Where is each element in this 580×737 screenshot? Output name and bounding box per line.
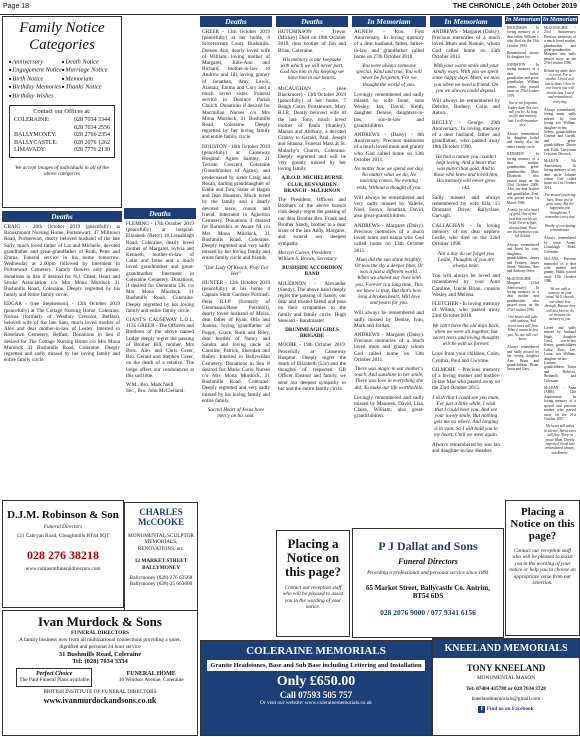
ad-website: www.ivanmurdockandsons.co.uk bbox=[43, 696, 157, 706]
placing-notice-title: Placing a Notice on this page? bbox=[510, 506, 575, 542]
ad-name: TONY KNEELAND bbox=[466, 663, 546, 673]
notice-paragraph: CRAIG - 20th October 2019 (peacefully) at Brookmount Nursing Home, Portstewart. 47 Milltown Road, Portstewart, dearly beloved husband of the late Sally, much loved father of Liz and Michelle, devoted grandfather and great-grandfather of Ruth, Peter and Emma. Funeral service in his home tomorrow. Wednesday at 2.00pm followed by interment in Portstewart Cemetery. Family flowers only please, donations in lieu if desired for N.I. Chest, Heart and Stroke Association c/o Mrs Mona Murdock 31 Bushmills Road, Coleraine. Deeply regretted by his family and entire family circle. bbox=[4, 224, 120, 299]
notice-paragraph: HOUSTON - 16th October 2019 (peacefully) at Causeway Hospital. Agnes Sammy, 21 Torcain Crescent, Coleraine (Grandmother of Agnes), and predeceased by sister Craig and Rosan, darling granddaughter of Eddie and Tom, Sister of Hagan and Jean Houston. Much loved by the family and a dearly devoted niece, cousin and friend. Interment in Agherton Cemetery. Donations if desired for Barnardo's or Aware NI c/o Mrs Mona Murdock, 31 Bushmills Road, Coleraine. Deeply regretted and very sadly missed by her loving family and entire family circle and friends. bbox=[202, 143, 270, 262]
notice-paragraph: McCANE - Precious memories of a dear wife, mother and granny, Hilda, passed away 17th October 1986. bbox=[544, 257, 576, 284]
notice-paragraph: EDGAR - (nee Stephenson) - 12th October 2019 (peacefully) at The Cottage Nursing Home, Coleraine. Norma (formerly of Westbay Crescent, Belfast), beloved wife of the late Sam, much loved mother of Alex and dear mother-in-law of Lesley. Interred in Roselawn Cemetery, Belfast. Donations in lieu if desired for The Cottage Nursing Home c/o Mrs Mona Murdock 31 Bushmills Road, Coleraine. Deeply regretted and sadly missed by her loving family and entire family circle. bbox=[4, 301, 120, 364]
notice-paragraph: KENNEDY - In loving memory of a dear mother, grandmother, great-grandmother, Mary Elizabeth, who passed away on the 23rd October 2008. Also, our dear brother and grandfather, Fred, who passed away 1st March 1969. bbox=[507, 152, 539, 205]
memoriam-header: In Memoriam bbox=[542, 17, 578, 23]
notice-paragraph: ANDREWS - Margaret (Daisy). Precious memories of a much loved Mum and Nannie, whom God called home on 13th October 2011. bbox=[432, 29, 500, 60]
funeral-home-address: 16 Windsor Avenue, Coleraine bbox=[118, 677, 184, 684]
notice-verse: We can't have the old days back, when we were all together, but secret tears and loving thoughts will be with us forever. bbox=[432, 322, 500, 348]
ad-subtitle: Funeral Directors bbox=[43, 524, 83, 530]
notice-paragraph: Will always be remembered by Deirdre, Rodney, Colin and Aaron. bbox=[432, 98, 500, 117]
ad-address: 31 Bushmills Road, Coleraine bbox=[58, 651, 142, 659]
facebook-link[interactable] bbox=[433, 706, 579, 713]
notice-paragraph: Love from your children, Colin, Cynthia, Paul and Gwynne. bbox=[432, 351, 500, 364]
column-7 bbox=[505, 16, 541, 496]
notice-quote: "Our Lady Of Knock, Pray For Her" bbox=[203, 264, 269, 277]
notice-paragraph: Always remembered by niece Annie. Lisnablagh Road, Coleraine. bbox=[544, 236, 576, 254]
notice-paragraph: McGONAGHIE - 23rd Anniversary. Precious memories of a much loved mother, grandmother and great-grandmother, Margaret who sadly passed away on the 27th October 1996. bbox=[544, 26, 576, 66]
badge-text: The Paid Funeral Plans available bbox=[19, 677, 90, 684]
notice-paragraph: Always remembered by daughter Isobel and family, also the entire family circle. bbox=[507, 131, 539, 149]
ad-tagline: Granite Headstones, Base and Sub Base including Lettering and Installation bbox=[207, 660, 425, 671]
perfect-choice-badge bbox=[16, 668, 92, 686]
category: ■ Death Notice bbox=[62, 58, 115, 66]
ad-website: www.robinsonfuneraldirectors.com bbox=[25, 565, 101, 572]
category: ■ Engagement Notice bbox=[9, 66, 62, 74]
ad-phone: Ballymoney (028) 276 63568 Ballymoney (028) 25 663600 bbox=[129, 575, 193, 588]
notice-paragraph: AGNEW - Ron. First Anniversary. In loving memory of a dear husband, father, father-in-law and grandfather called home on 27th October 2018. bbox=[354, 29, 424, 60]
placing-notice-text: Contact our reception staff who will be pleased to assist you in the wording of your notice. bbox=[282, 585, 344, 611]
pj-dallat-ad bbox=[352, 528, 504, 638]
notice-verse: Behind my smile there is a tear, For a mother I loved and lost so dear, Close in our hearts you will always stay, Loved and remembered every day. bbox=[544, 68, 576, 104]
kneeland-memorials-ad bbox=[432, 638, 580, 736]
ad-title: COLERAINE MEMORIALS bbox=[246, 645, 386, 657]
charles-mccooke-ad bbox=[124, 502, 198, 624]
office-phone: 028 2766 2354 bbox=[74, 132, 110, 139]
notice-verse: With your warm smile and your kindly ways. With you we spent some happy days. Mum, we miss you when we need a friend. On you we always could depend. bbox=[432, 63, 500, 94]
notice-text bbox=[124, 219, 196, 394]
ad-association: BRITISH INSTITUTE OF FUNERAL DIRECTORS bbox=[43, 688, 157, 695]
page-header bbox=[0, 0, 580, 15]
categories-list bbox=[3, 58, 121, 100]
ad-phone: Tel: 07484 435788 or 028 7034 3728 bbox=[466, 686, 546, 693]
deaths-header: Deaths bbox=[200, 16, 272, 27]
office-phone: 028 7776 2130 bbox=[74, 147, 110, 154]
notice-paragraph: The President, Officers and Brothers of the above branch club deeply regret the passing of our dear Brother Bro. Frank and Brother Sandy, brother to a dear sister of the late Andy, Margaret, and extend our deepest sympathy. bbox=[278, 197, 346, 247]
notice-paragraph: FLEMING - 17th October 2019 (peacefully) at hospital. Elizabeth (Betty) 16 Lisnablagh Road, Coleraine, dearly loved mother of Margaret, Sylvia and Kenneth, mother-in-law of Colin and Irene and a much loved grandmother and great-grandmother. Interment in Coleraine Cemetery. Donations, if desired for Dementia UK c/o Mrs Mona Murdock, 31 Bushmills Road, Coleraine. Deeply regretted by her loving family and entire family circle. bbox=[126, 221, 194, 314]
notice-quote: Sacred Heart of Jesus have mercy on his soul. bbox=[207, 406, 265, 420]
notice-verse: A smile for all a heart of gold. One of the best this world can hold, Never selfish, always kind, These are the memories you left behind. bbox=[507, 208, 539, 239]
ad-title: P J Dallat and Sons bbox=[378, 539, 478, 553]
notice-paragraph: HUTCHINSON - Trevor (Mickey) Died on 19th October 2019, dear brother of Jim and Brian, Coleraine. bbox=[278, 29, 346, 54]
contact-title: Contact our Offices at: bbox=[33, 108, 91, 116]
column-2 bbox=[124, 208, 196, 498]
notice-paragraph: GREER - 13th October 2019 (peacefully) at her home, 8 Silverstream Court, Bushmills. Doreen Ann, dearly loved wife of William, loving mother of Margaret, Julie-Ann and Richard, mother-in-law to Andrew and Jill, loving granny of Jonathan, Amy, Lewis, Alastair, Emma and Cory and a much loved sister. Funeral service in Dunluce Parish Church. Donations if desired for Macmillan Nurses c/o Mrs Mona Murdock, 31 Bushmills Road, Coleraine. Deeply regretted by her loving family and entire family circle. bbox=[202, 29, 270, 141]
notice-text bbox=[430, 27, 502, 454]
ad-phone: 028 276 38218 bbox=[27, 547, 99, 562]
funeral-home-label: FUNERAL HOME bbox=[126, 671, 176, 678]
notice-paragraph: Loved and sadly missed by husband Hugh, daughter Carol, son-in-law Kenny, grandchildren Cathy, Ross, Lee, Laura, son William, daughter-in-law Laverne, grandchildren Tanya and Rebecca, Bushmills and Coleraine. bbox=[544, 325, 576, 383]
notice-paragraph: McLEAN - 5th Anniversary. In loving memory of my dear uncle Johnnie whom God called home on 21st October 2014. bbox=[544, 159, 576, 190]
categories-footer: We accept images of individuals in all of the above categories bbox=[15, 164, 109, 178]
notice-verse: No matter how we spend our day, No matter what we do, No morning comes, No evening ends, Without a thought of you. bbox=[354, 166, 424, 191]
notice-verse: You were always someone special, Kind and true, You will never be forgotten, For we thought the world of you. bbox=[356, 63, 422, 88]
ivan-murdock-ad bbox=[2, 610, 198, 736]
notice-verse: We are only a memory on your mind. We'll cherish our whole love through, But our love will last forever, As we treasure the memory of you. bbox=[544, 286, 576, 322]
notice-text bbox=[276, 27, 348, 392]
notice-paragraph: GIANT'S CAUSEWAY L.O.L. 1135 GREER - The Officers and Brethren of the above named Lodge deeply regret the passing of Brother Bill, mother, Mrs Bros. Alex and Chris Greer, Bro. Gerald and Stephen Greer, on the death of a relative. The lodge offers our condolences at this sad time. bbox=[126, 317, 194, 379]
memoriam-header: In Memoriam bbox=[352, 16, 426, 27]
notice-paragraph: Always remembered by son Ian and daughter-in-law Heather. bbox=[432, 441, 500, 455]
notice-paragraph: HICKINSON - In loving memory of a dear father, William J. who died on the 15th October 1993. bbox=[507, 26, 539, 48]
category: ■ Birth Notice bbox=[9, 75, 62, 83]
notice-text bbox=[200, 27, 272, 419]
notice-text bbox=[352, 27, 426, 420]
column-4 bbox=[276, 16, 348, 528]
ad-website: Or visit our website: www.colerainememorials.co.uk bbox=[260, 700, 372, 706]
ad-tagline: A family business now from all multinational connections providing a quiet, dignified and personal 24 hour service bbox=[19, 637, 181, 650]
notice-paragraph: McGONAGHIE - Margaret (23rd Anniversary). In loving memory of a dear mother and grandmother who passed away on the 27th October 1996. bbox=[507, 276, 539, 312]
notice-paragraph: ANDREWS - (Daisy) - 8th Anniversary. Precious memories of a much loved mum and granny who God called home on 13th October 2011. bbox=[354, 132, 425, 163]
column-3 bbox=[200, 16, 272, 536]
notice-paragraph: ANDREWS - Margaret (Daisy). Precious memories of a much loved mum and nanna who God called home on 13th October 2011. bbox=[354, 222, 424, 254]
notice-verse: I wish that I could see you mum, For just a little while, I wish that I could hear you, And see your lovely smile, But nothing gets me no where, And longing is in vain, So I will hold you in my heart, Until we meet again. bbox=[432, 394, 500, 438]
notice-paragraph: Lovingly remembered and sadly missed by wife Irene, sons Wesley, Ian, David, Keith, daughter Denise, daughters-in-law, son-in-law and grandchildren. bbox=[354, 91, 424, 129]
notice-paragraph: BEGLEY - George. 29th Anniversary. In loving memory of a dear husband, father and grandfather, who passed away 18th October 1990. bbox=[432, 119, 500, 151]
notice-verse: You're not forgotten Father dear, Not ever will you be, As long as life and memory last, I will remember thee. bbox=[507, 101, 539, 128]
notice-text bbox=[505, 24, 541, 372]
office-phone: 028 7034 2556 bbox=[74, 124, 110, 131]
notice-verse: He had a nature you couldn't help loving, And a heart that was purer than gold, And to those who knew and loved him, His memory will never grow old. bbox=[433, 153, 499, 191]
office-name: BALLYMONEY: bbox=[14, 132, 57, 139]
notice-heading: BUSHSIDE ACCORDION BAND bbox=[282, 265, 342, 278]
notice-verse: Not a day do we forget you Leslie, Thoughts of you are always near. bbox=[437, 250, 495, 269]
category: ■ Marriage Notice bbox=[62, 66, 115, 74]
notice-text bbox=[542, 24, 578, 455]
memoriam-header: In Memoriam bbox=[505, 17, 541, 23]
column-6 bbox=[430, 16, 502, 524]
facebook-icon: f bbox=[478, 706, 485, 713]
ad-phone: Tel: (028) 7034 3334 bbox=[72, 658, 128, 666]
notice-verse: Our hearts still ache with sadness, And secret tears still flow, What it meant to lose you, No one will ever know. bbox=[507, 314, 539, 341]
ad-subtitle: Funeral Directors bbox=[398, 557, 458, 566]
notice-paragraph: Will always be remembered and sadly missed by Denise, Ivan, Mark and Jordan. bbox=[354, 310, 424, 329]
coleraine-memorials-ad bbox=[200, 640, 432, 736]
ad-price: Only £650.00 bbox=[276, 674, 356, 689]
ad-subtitle: MONUMENTAL SCULPTOR MEMORIALS, RENOVATIONS, etc. bbox=[128, 533, 194, 552]
category: ■ Memoriam bbox=[62, 75, 115, 83]
category: ■ Birthday Wishes bbox=[9, 92, 62, 100]
facebook-label: Find us on Facebook bbox=[486, 706, 534, 713]
office-name: BALLYCASTLE: bbox=[14, 139, 58, 146]
ad-tagline: Providing a professional and personal service since 1891 bbox=[367, 570, 489, 576]
notice-paragraph: Will always be remembered and very sadly missed by Valerie, Noel, Sonya, Jonathan, David, also great-grandchildren. bbox=[354, 194, 424, 220]
djm-robinson-ad bbox=[2, 500, 124, 608]
notice-heading: A.B.O.D. MICHELBURNE CLUB, BENVARDEN BRANCH - McLERNON bbox=[281, 175, 343, 194]
office-name: COLERAINE: bbox=[14, 117, 50, 124]
notice-paragraph: Always remembered and sadly missed by her loving daughter Ann, Brian and grandchildren Brian, Jason and Gary. bbox=[507, 345, 539, 372]
ad-phone: 028 2076 9000 / 077 9341 6156 bbox=[380, 608, 476, 618]
categories-box bbox=[2, 16, 122, 208]
ad-title: CHARLES McCOOKE bbox=[138, 507, 184, 527]
notice-paragraph: Always remembered and loved by sons, daughters, grandchildren, James and Frances, James Street, Windsor, Ann and Anthony Drive. bbox=[507, 242, 539, 274]
notice-signature: W.M., Bro. Mark Neill Sec., Bro. John McClelland. bbox=[126, 382, 185, 395]
category: ■ Birthday Memories bbox=[9, 83, 62, 91]
notice-verse: His memory is our keepsake with which we will never part. God has him in his keeping we have him in our hearts. bbox=[280, 56, 344, 82]
column-5 bbox=[352, 16, 426, 524]
notice-verse: My heart still aches in silence, Silent tears still flow. Sleep in peace Mum. Deeply regretted, loved and remembered always, son Ronnie. bbox=[544, 424, 576, 455]
notice-paragraph: Sadly missed and always remembered by wife Ella, 15 Drumard Drive, Ballyclare, Garvagh. bbox=[432, 194, 500, 220]
notice-paragraph: FLETCHER - In loving memory of Wilma, who passed away 23rd October 2018. bbox=[432, 300, 501, 320]
newspaper-title: THE CHRONICLE , 24th October 2019 bbox=[452, 3, 577, 10]
ad-address: 12 MARKET STREET BALLYMONEY bbox=[134, 558, 188, 571]
notice-paragraph: McLERNON - Alexander (Sandy). The above band deeply regret the passing of Sandy, our dear and trusted friend and pass on their sympathies to the family and family circle. Hugh Steward - Bandmaster bbox=[278, 280, 346, 324]
notice-paragraph: McCAUGHAN - (nee Blackmore) - 13th October 2019 (peacefully) at her home, 7 Beagh Court, Portstewart. Mary R.I.P., Dearly beloved wife of the late Tony, much loved mother of Paula (Stanley), Marian and Anthony, a devoted Granny to Gerald, Paul, Joseph and Shauna, Funeral Mass at St. Malachy's Church, Coleraine. Deeply regretted and will be very greatly missed by her loving family. bbox=[278, 85, 346, 173]
notice-paragraph: HUNTER - 12th October 2019 (peacefully) at his home 4 Captain Shutt Gardens Portrush. Peter R.I.P. (formerly of Glenmanus/Rose Portmoll), dearly loved husband of Moira, dear father of Ryan, Orla and Joanna, loving grandfather of Poppy, Grace, Rudi and Riley, dear brother of Nancy and Sandra and loving uncle of Caroline, Patrick, Sheridan and Bailey. Interred in Ballywillan Cemetery. Donations in lieu if desired for Marie Curie Nurses c/o Mrs Mona Murdock, 31 Bushmills Road, Coleraine. Deeply regretted and very sadly missed by his loving family and entire family. bbox=[202, 279, 270, 404]
deaths-header: Deaths bbox=[2, 211, 122, 222]
ad-subtitle: MONUMENTAL MASON bbox=[476, 675, 536, 681]
office-name: LIMAVADY: bbox=[14, 147, 47, 154]
ad-phone: Call 07593 505 757 bbox=[279, 690, 353, 700]
notice-verse: I've missed you being here, Since you've gone away, But the happiness you brought me, I remember every day. bbox=[544, 193, 576, 220]
column-8 bbox=[542, 16, 578, 496]
deaths-header: Deaths bbox=[276, 16, 348, 27]
office-phone: 028 7034 3344 bbox=[74, 117, 110, 124]
notice-heading: DRUMMEAGH GIRLS BRIGADE bbox=[285, 326, 339, 340]
placing-notice-title: Placing a Notice on this page? bbox=[285, 536, 341, 579]
notice-paragraph: Remembered always by daughter Joy. bbox=[507, 51, 539, 60]
ad-title: D.J.M. Robinson & Son bbox=[7, 509, 119, 521]
notice-verse: Mum did the sun shine brightly, Or was the sky a deeper blue, Or was it just a different world, When we shared our lives with you, Forever is a long time, This we know is true, But that's how long a broken heart, Will love and yearn for you. bbox=[354, 256, 424, 307]
notice-paragraph: CALLAGHAN - In loving memory of my dear nephew Leslie, who died on the 22nd October 1990. bbox=[432, 222, 500, 248]
ad-subtitle: FUNERAL DIRECTORS bbox=[70, 630, 130, 636]
notice-paragraph: Lovingly remembered and sadly missed by Maureen, David, Lisa, Claire, William; also great-grandchildren. bbox=[354, 394, 424, 420]
memoriam-header: In Memoriam bbox=[430, 16, 502, 27]
badge-title: Perfect Choice bbox=[35, 671, 73, 678]
contact-box bbox=[9, 105, 115, 158]
ad-address: 121 Cabryan Road, Cloughmills BT44 9QT bbox=[16, 533, 110, 540]
office-phone: 028 2076 1262 bbox=[74, 139, 110, 146]
notice-text bbox=[2, 222, 122, 363]
categories-title: Family Notice Categories bbox=[19, 20, 105, 53]
notice-signature: Mervyn Calvin, President William S. Brown, Secretary bbox=[278, 249, 337, 262]
deaths-header: Deaths bbox=[124, 208, 196, 219]
category: ■ Anniversary bbox=[9, 58, 62, 66]
category: ■ Thanks Notice bbox=[62, 83, 115, 91]
placing-notice-ad bbox=[276, 530, 350, 637]
ad-title: Ivan Murdock & Sons bbox=[38, 614, 162, 629]
notice-paragraph: McLEAN - Anna (ARR). 12th Anniversary. In loving memory of a special and precious mother who passed away on the 21st October 2007. bbox=[544, 386, 576, 421]
notice-paragraph: Always remembered, loving mum, sadly missed by your loving son William, daughter-in-law Selena, grandchildren Graeme and Gareth, and great-grandchildren Darcie and Faith. Greystone Crescent, Dervock. bbox=[544, 107, 576, 156]
placing-notice-text: Contact our reception staff who will be pleased to assist you in the wording of your notice or help you to choose an appropriate verse from our selection. bbox=[509, 548, 576, 587]
placing-notice-ad-right bbox=[505, 500, 580, 636]
ad-title: KNEELAND MEMORIALS bbox=[433, 639, 579, 658]
notice-paragraph: MOORE - 19th October 2019. Peacefully at Causeway Hospital. Deeply regret the death of Elizabeth (Liz) and the thoughts of respected GB Officer Eleanor and family, we send our deepest sympathy to her and the entire family circle. bbox=[278, 342, 346, 392]
page-number: Page 18 bbox=[3, 3, 30, 10]
notice-paragraph: You will always be loved and remembered by your Aunt Caroline, Uncle Brian, cousins Wesley and Melissa. bbox=[432, 273, 500, 298]
notice-paragraph: ANDREWS - Margaret (Daisy). Precious memories of a much loved mum and granny whom God called home on 13th October 2011. bbox=[354, 331, 424, 363]
notice-verse: Worthy of everlasting remembrance bbox=[544, 223, 576, 233]
ad-email: kneelandmemorials@gmail.com bbox=[471, 695, 541, 702]
notice-paragraph: GILMORE - Precious memory of a loving mother and mother-in-law Mae who passed away on the 23rd October 2015. bbox=[432, 366, 500, 392]
notice-verse: There was magic in our mother's touch, And sunshine in her smile, There was love in everything she did, To make our life worthwhile. bbox=[354, 365, 424, 391]
notice-paragraph: JOHNSTON - In loving memory of a dear father, grandfather and great-grandfather, William James, who passed away on 27th October 1979. bbox=[507, 62, 539, 98]
ad-address: 65 Market Street, Ballycastle Co. Antrim, BT54 6DS bbox=[366, 584, 490, 601]
